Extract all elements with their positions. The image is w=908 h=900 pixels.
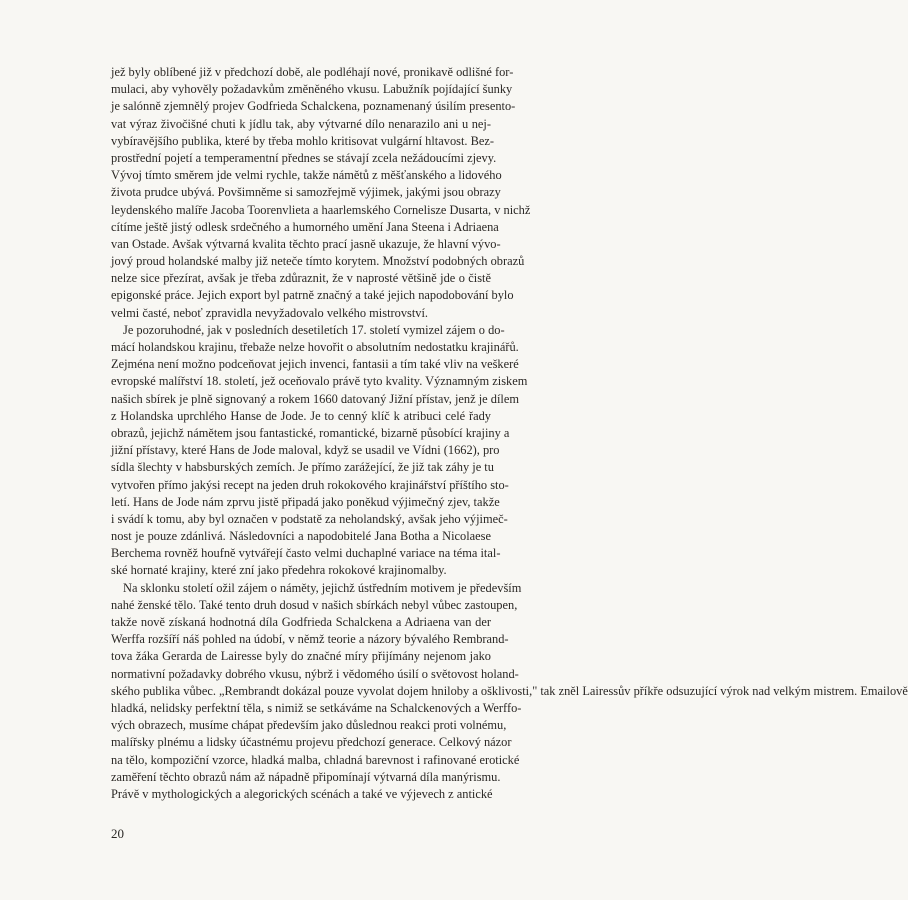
text-line: van Ostade. Avšak výtvarná kvalita těchto prací jasně ukazuje, že hlavní vývo- [111, 236, 501, 251]
text-line: ské hornaté krajiny, které zní jako předehra rokokové krajinomalby. [111, 563, 447, 578]
text-line: malířsky plnému a lidsky účastnému projevu předchozí generace. Celkový názor [111, 735, 512, 750]
text-line: evropské malířství 18. století, jež oceňovalo právě tyto kvality. Významným ziskem [111, 374, 528, 389]
text-line: i svádí k tomu, aby byl označen v podstatě za neholandský, avšak jeho výjimeč- [111, 511, 508, 526]
text-line: mulaci, aby vyhověly požadavkům změněného vkusu. Labužník pojídající šunky [111, 82, 513, 97]
text-line: Právě v mythologických a alegorických scénách a také ve výjevech z antické [111, 786, 493, 801]
text-line: hladká, nelidsky perfektní těla, s nimiž se setkáváme na Schalckenových a Werffo- [111, 700, 522, 715]
text-line: takže nově získaná hodnotná díla Godfrieda Schalckena a Adriaena van der [111, 615, 491, 629]
page-number: 20 [111, 826, 124, 841]
text-line: nelze sice přezírat, avšak je třeba zdůraznit, že v naprosté většině jde o čistě [111, 271, 491, 286]
text-line: jový proud holandské malby již neteče tímto korytem. Množství podobných obrazů [111, 254, 525, 269]
text-line: velmi časté, neboť zpravidla nevyžadovalo velkého mistrovství. [111, 305, 429, 320]
text-line: cítíme ještě jistý odlesk srdečného a humorného umění Jana Steena i Adriaena [111, 219, 499, 234]
text-line: Berchema rovněž houfně vytvářejí často velmi duchaplné variace na téma ital- [111, 546, 501, 561]
text-line: ského publika vůbec. „Rembrandt dokázal pouze vyvolat dojem hniloby a ošklivosti," tak zněl Lairessův příkře odsuzující výrok nad velkým mistrem. Emailově [111, 683, 908, 698]
text-line: Vývoj tímto směrem jde velmi rychle, takže námětů z měšťanského a lidového [111, 168, 502, 183]
text-line: letí. Hans de Jode nám zprvu jistě připadá jako poněkud výjimečný zjev, takže [111, 494, 500, 509]
text-line: Je pozoruhodné, jak v posledních desetiletích 17. století vymizel zájem o do- [123, 322, 505, 337]
text-line: zaměření těchto obrazů nám až nápadně připomínají výtvarná díla manýrismu. [111, 769, 501, 784]
text-line: Na sklonku století ožil zájem o náměty, jejichž ústředním motivem je především [123, 580, 522, 595]
text-line: je salónně zjemnělý projev Godfrieda Schalckena, poznamenaný úsilím presento- [111, 99, 516, 114]
text-line: vytvořen přímo jakýsi recept na jeden druh rokokového krajinářství příštího sto- [111, 477, 509, 492]
text-line: jež byly oblíbené již v předchozí době, ale podléhají nové, pronikavě odlišné for- [111, 65, 514, 79]
text-line: života prudce ubývá. Povšimněme si samozřejmě výjimek, jakými jsou obrazy [111, 185, 501, 200]
text-line: na tělo, kompoziční vzorce, hladká malba, chladná barevnost i rafinované erotické [111, 752, 520, 767]
text-line: normativní požadavky dobrého vkusu, nýbrž i vědomého úsilí o světovost holand- [111, 666, 519, 681]
text-line: vybíravějšího publika, které by třeba mohlo kritisovat vulgární hltavost. Bez- [111, 133, 494, 148]
text-line: vat výraz živočišné chuti k jídlu tak, aby výtvarné dílo nenarazilo ani u nej- [111, 116, 491, 131]
text-line: epigonské práce. Jejich export byl patrně značný a také jejich napodobování bylo [111, 288, 514, 303]
text-line: nost je pouze zdánlivá. Následovníci a napodobitelé Jana Botha a Nicolaese [111, 529, 491, 544]
text-line: tova žáka Gerarda de Lairesse byly do značné míry přijímány nejenom jako [111, 649, 491, 664]
text-line: z Holandska uprchlého Hanse de Jode. Je to cenný klíč k atribuci celé řady [111, 408, 491, 423]
text-line: našich sbírek je plně signovaný a rokem 1660 datovaný Jižní přístav, jenž je dílem [111, 391, 519, 406]
text-line: Zejména není možno podceňovat jejich invenci, fantasii a tím také vliv na veškeré [111, 357, 519, 372]
text-line: mácí holandskou krajinu, třebaže nelze hovořit o absolutním nedostatku krajinářů. [111, 340, 519, 354]
text-line: sídla šlechty v habsburských zemích. Je přímo zarážející, že již tak záhy je tu [111, 460, 494, 475]
text-line: prostřední pojetí a temperamentní přednes se stávají zcela nežádoucími zjevy. [111, 150, 497, 165]
text-line: leydenského malíře Jacoba Toorenvlieta a haarlemského Cornelisze Dusarta, v nichž [111, 202, 531, 217]
text-line: nahé ženské tělo. Také tento druh dosud v našich sbírkách nebyl vůbec zastoupen, [111, 597, 518, 612]
text-line: vých obrazech, musíme chápat především jako důslednou reakci proti volnému, [111, 718, 507, 733]
body-text [111, 64, 908, 803]
text-line: jižní přístavy, které Hans de Jode maloval, když se usadil ve Vídni (1662), pro [111, 443, 500, 458]
text-line: obrazů, jejichž námětem jsou fantastické, romantické, bizarně působící krajiny a [111, 425, 510, 440]
text-line: Werffa rozšíří náš pohled na údobí, v němž teorie a názory bývalého Rembrand- [111, 632, 509, 647]
